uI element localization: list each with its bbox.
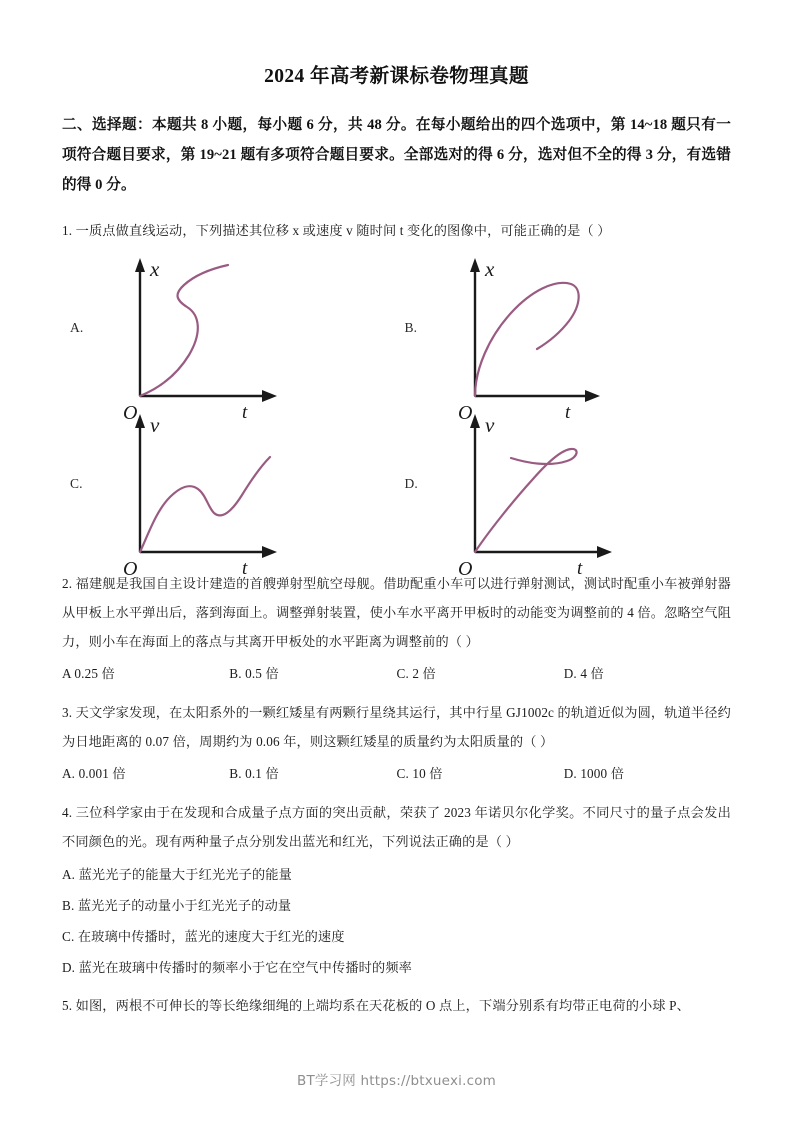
graph-b-curve: [475, 283, 579, 396]
graph-b-x-axis-label: t: [564, 402, 570, 423]
question-2-option-b[interactable]: B. 0.5 倍: [229, 666, 279, 681]
question-2-option-d[interactable]: D. 4 倍: [563, 666, 604, 681]
graph-c-x-axis-label: t: [242, 558, 248, 579]
question-3-option-b[interactable]: B. 0.1 倍: [229, 766, 279, 781]
question-2-option-a[interactable]: A 0.25 倍: [62, 666, 115, 681]
question-4-stem: 4. 三位科学家由于在发现和合成量子点方面的突出贡献，荣获了 2023 年诺贝尔化学奖。不同尺寸的量子点会发出不同颜色的光。现有两种量子点分别发出蓝光和红光，下列说法正确的是（ ）: [62, 805, 731, 849]
question-5-stem: 5. 如图，两根不可伸长的等长绝缘细绳的上端均系在天花板的 O 点上，下端分别系有均带正电荷的小球 P、: [62, 998, 690, 1013]
question-1: [62, 216, 731, 580]
question-4-option-b[interactable]: B. 蓝光光子的动量小于红光光子的动量: [62, 898, 292, 913]
graph-d-x-arrow-icon: [597, 546, 612, 558]
question-2-options: [62, 660, 731, 688]
question-4: [62, 798, 731, 983]
graph-c-svg: [92, 407, 382, 580]
graph-d-y-arrow-icon: [470, 414, 480, 428]
graph-b-origin-label: O: [457, 402, 473, 424]
graph-b-y-axis-label: x: [484, 257, 494, 281]
graph-option-a: [62, 251, 397, 424]
graph-option-c: [62, 407, 397, 580]
graph-a-curve: [140, 265, 228, 396]
graph-b-x-arrow-icon: [585, 390, 600, 402]
page-title: 2024 年高考新课标卷物理真题: [264, 66, 529, 87]
graph-c-x-arrow-icon: [262, 546, 277, 558]
question-4-options: [62, 859, 731, 983]
graph-a-svg: [92, 251, 382, 424]
graph-c-curve: [140, 457, 270, 552]
question-1-graphs: [62, 251, 731, 580]
graph-c-y-arrow-icon: [135, 414, 145, 428]
question-2-stem: 2. 福建舰是我国自主设计建造的首艘弹射型航空母舰。借助配重小车可以进行弹射测试，测试时配重小车被弹射器从甲板上水平弹出后，落到海面上。调整弹射装置，使小车水平离开甲板时的动能变为调整前的 4 倍。忽略空气阻力，则小车在海面上的落点与其离开甲板处的水平距离为调整前的（ ）: [62, 576, 731, 649]
question-3-option-a[interactable]: A. 0.001 倍: [62, 766, 126, 781]
graph-c-origin-label: O: [123, 558, 138, 580]
graph-d-svg: [427, 407, 717, 580]
graph-option-a-label: A.: [70, 319, 84, 335]
graph-option-b-label: B.: [404, 319, 418, 335]
graph-a-y-axis-label: x: [150, 257, 160, 281]
graph-a-x-axis-label: t: [242, 402, 248, 423]
question-2-option-c[interactable]: C. 2 倍: [396, 666, 436, 681]
question-3-stem: 3. 天文学家发现，在太阳系外的一颗红矮星有两颗行星绕其运行，其中行星 GJ1002c 的轨道近似为圆，轨道半径约为日地距离的 0.07 倍，周期约为 0.06 年，则这颗红矮星的质量约为太阳质量的（ ）: [62, 705, 731, 749]
question-4-option-d[interactable]: D. 蓝光在玻璃中传播时的频率小于它在空气中传播时的频率: [62, 960, 413, 975]
question-3-option-c[interactable]: C. 10 倍: [396, 766, 443, 781]
question-4-option-a[interactable]: A. 蓝光光子的能量大于红光光子的能量: [62, 867, 292, 882]
graph-b-y-arrow-icon: [470, 258, 480, 272]
graph-d-x-axis-label: t: [576, 558, 582, 579]
question-3-options: [62, 760, 731, 788]
graph-option-d-label: D.: [404, 475, 418, 491]
footer-watermark: BT学习网 https://btxuexi.com: [296, 1073, 497, 1089]
graph-option-b: [397, 251, 732, 424]
question-4-option-c[interactable]: C. 在玻璃中传播时，蓝光的速度大于红光的速度: [62, 929, 345, 944]
graph-a-origin-label: O: [123, 402, 138, 424]
question-5: [62, 991, 731, 1020]
graph-a-y-arrow-icon: [135, 258, 145, 272]
graph-c-y-axis-label: v: [150, 413, 160, 437]
question-3-option-d[interactable]: D. 1000 倍: [563, 766, 625, 781]
question-2: [62, 569, 731, 688]
graph-b-svg: [427, 251, 717, 424]
graph-option-d: [397, 407, 732, 580]
graph-option-c-label: C.: [70, 475, 83, 491]
question-3: [62, 698, 731, 788]
section-instructions: 二、选择题：本题共 8 小题，每小题 6 分，共 48 分。在每小题给出的四个选项中，第 14~18 题只有一项符合题目要求，第 19~21 题有多项符合题目要求。全部选对的得 6 分，选对但不全的得 3 分，有选错的得 0 分。: [62, 117, 731, 193]
graph-d-y-axis-label: v: [484, 413, 494, 437]
graph-d-curve: [475, 449, 577, 552]
graph-d-origin-label: O: [457, 558, 473, 580]
question-1-stem: 1. 一质点做直线运动，下列描述其位移 x 或速度 v 随时间 t 变化的图像中，可能正确的是（ ）: [62, 223, 611, 238]
graph-a-x-arrow-icon: [262, 390, 277, 402]
